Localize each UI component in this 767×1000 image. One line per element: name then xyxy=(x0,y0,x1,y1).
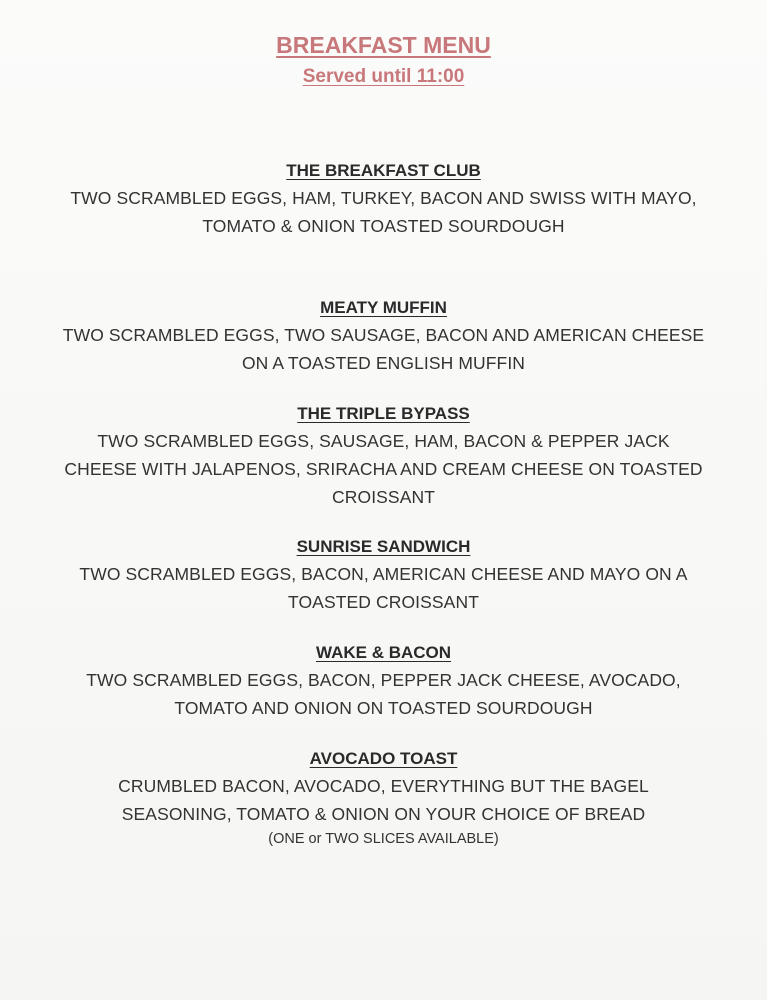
menu-item-name: THE TRIPLE BYPASS xyxy=(297,404,470,423)
menu-item-description-line: TWO SCRAMBLED EGGS, HAM, TURKEY, BACON AND SWISS WITH MAYO, xyxy=(70,188,697,208)
menu-item-name: THE BREAKFAST CLUB xyxy=(286,161,481,180)
menu-item-note: (ONE or TWO SLICES AVAILABLE) xyxy=(268,831,499,847)
menu-subtitle: Served until 11:00 xyxy=(302,66,465,87)
menu-header xyxy=(0,30,767,94)
menu-item-description-line: TWO SCRAMBLED EGGS, TWO SAUSAGE, BACON AND AMERICAN CHEESE xyxy=(62,325,705,345)
menu-item-description-line: TWO SCRAMBLED EGGS, BACON, AMERICAN CHEESE AND MAYO ON A xyxy=(79,564,688,584)
menu-item-description-line: CHEESE WITH JALAPENOS, SRIRACHA AND CREAM CHEESE ON TOASTED xyxy=(64,459,703,479)
menu-title: BREAKFAST MENU xyxy=(276,32,491,58)
menu-item-name: WAKE & BACON xyxy=(315,643,452,662)
menu-item-description-line: TOASTED CROISSANT xyxy=(288,592,479,612)
menu-item-description-line: TWO SCRAMBLED EGGS, SAUSAGE, HAM, BACON & PEPPER JACK xyxy=(97,431,670,451)
menu-item-triple-bypass xyxy=(0,401,767,511)
menu-item-description-line: TWO SCRAMBLED EGGS, BACON, PEPPER JACK CHEESE, AVOCADO, xyxy=(86,670,681,690)
menu-item-description-line: CROISSANT xyxy=(332,487,435,507)
menu-item-description-line: CRUMBLED BACON, AVOCADO, EVERYTHING BUT THE BAGEL xyxy=(118,776,649,796)
menu-item-description-line: ON A TOASTED ENGLISH MUFFIN xyxy=(241,353,526,373)
menu-item-description-line: TOMATO & ONION TOASTED SOURDOUGH xyxy=(202,216,565,236)
menu-item-avocado-toast xyxy=(0,746,767,850)
menu-item-name: MEATY MUFFIN xyxy=(320,298,447,317)
menu-item-meaty-muffin xyxy=(0,295,767,377)
menu-item-sunrise-sandwich xyxy=(0,534,767,616)
menu-item-name: AVOCADO TOAST xyxy=(309,749,458,768)
menu-item-description-line: TOMATO AND ONION ON TOASTED SOURDOUGH xyxy=(174,698,593,718)
menu-item-description-line: SEASONING, TOMATO & ONION ON YOUR CHOICE OF BREAD xyxy=(121,804,646,824)
menu-item-wake-and-bacon xyxy=(0,640,767,722)
menu-item-breakfast-club xyxy=(0,158,767,240)
menu-item-name: SUNRISE SANDWICH xyxy=(296,537,471,556)
